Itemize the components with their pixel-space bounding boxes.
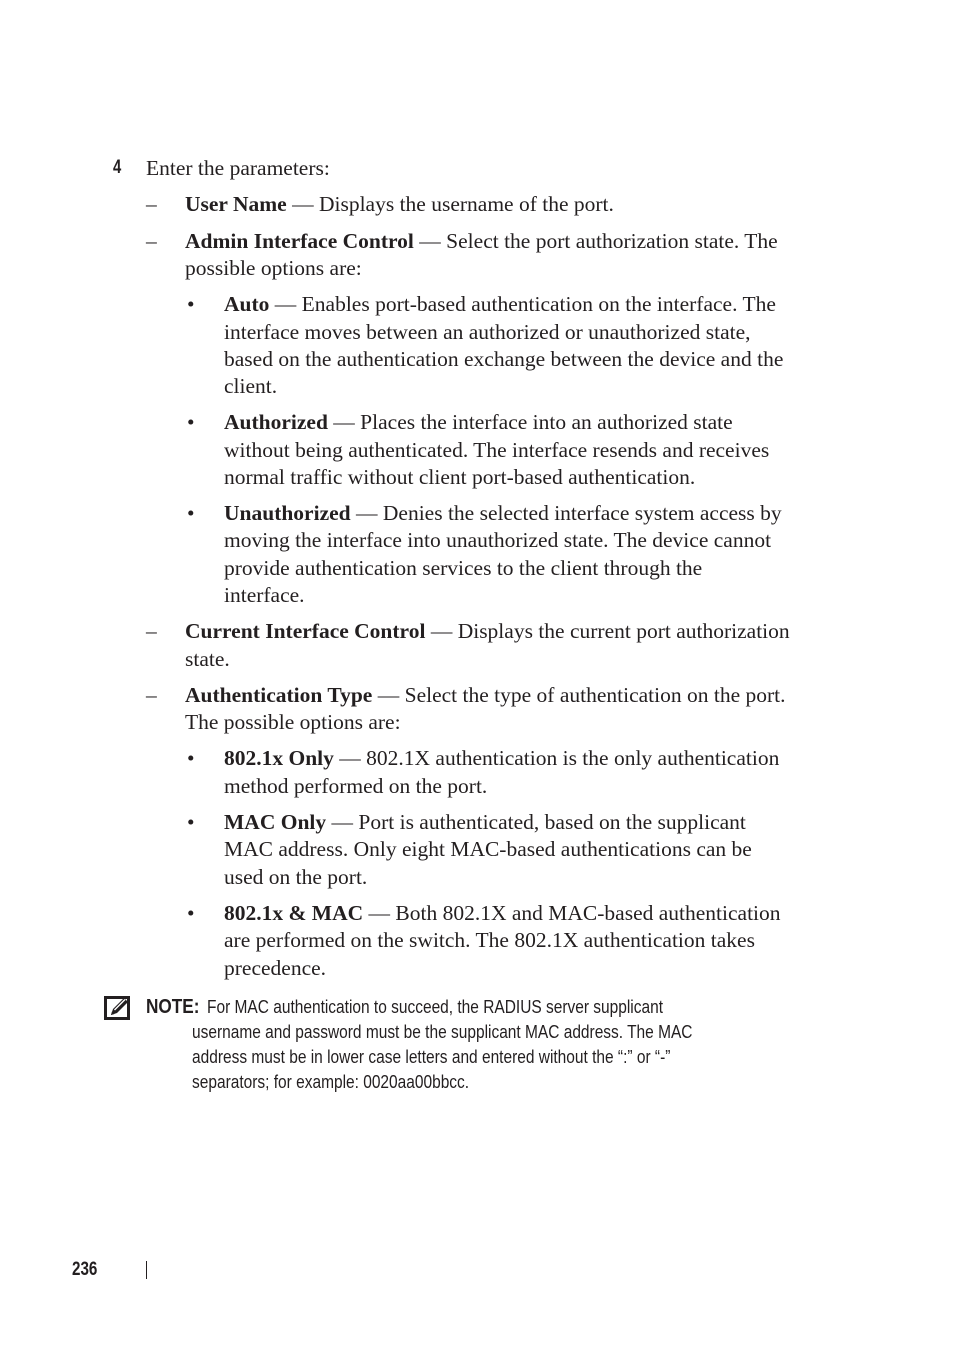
- option-line: interface moves between an authorized or unauthorized state,: [224, 320, 751, 344]
- option-8021x-only: [224, 748, 779, 770]
- item-line: The possible options are:: [185, 710, 401, 734]
- option-line: provide authentication services to the client through the: [224, 556, 703, 580]
- term-8021x-only: 802.1x Only: [224, 746, 334, 770]
- dash-marker: –: [146, 229, 157, 253]
- item-line: — Displays the current port authorization: [425, 619, 790, 643]
- item-user-name: [185, 194, 614, 216]
- option-line: are performed on the switch. The 802.1X authentication takes: [224, 928, 755, 952]
- option-line: without being authenticated. The interface resends and receives: [224, 438, 770, 462]
- note-line: username and password must be the supplicant MAC address. The MAC: [192, 1022, 693, 1042]
- step-text: Enter the parameters:: [146, 156, 330, 180]
- option-line: used on the port.: [224, 865, 368, 889]
- term-admin-interface-control: Admin Interface Control: [185, 229, 414, 253]
- term-user-name: User Name: [185, 192, 287, 216]
- item-line: possible options are:: [185, 256, 362, 280]
- bullet-marker: •: [187, 292, 195, 316]
- item-line: — Displays the username of the port.: [286, 192, 614, 216]
- item-authentication-type: [185, 685, 786, 707]
- option-line: — Enables port-based authentication on the interface. The: [269, 292, 776, 316]
- item-line: — Select the port authorization state. The: [413, 229, 778, 253]
- option-unauthorized: [224, 503, 782, 525]
- option-line: — Port is authenticated, based on the supplicant: [326, 810, 746, 834]
- bullet-marker: •: [187, 501, 195, 525]
- footer-separator: [146, 1261, 147, 1279]
- note-line: For MAC authentication to succeed, the RADIUS server supplicant: [207, 997, 664, 1017]
- item-line: — Select the type of authentication on the port.: [372, 683, 786, 707]
- bullet-marker: •: [187, 410, 195, 434]
- term-current-interface-control: Current Interface Control: [185, 619, 426, 643]
- bullet-marker: •: [187, 810, 195, 834]
- step-number: 4: [113, 157, 122, 178]
- term-8021x-and-mac: 802.1x & MAC: [224, 901, 364, 925]
- item-admin-interface-control: [185, 231, 778, 253]
- option-mac-only: [224, 812, 746, 834]
- term-authorized: Authorized: [224, 410, 328, 434]
- term-mac-only: MAC Only: [224, 810, 327, 834]
- note-line: address must be in lower case letters and entered without the “:” or “-”: [192, 1047, 671, 1067]
- option-line: normal traffic without client port-based authentication.: [224, 465, 696, 489]
- option-line: moving the interface into unauthorized state. The device cannot: [224, 528, 772, 552]
- option-authorized: [224, 412, 733, 434]
- note-pencil-icon: [103, 995, 131, 1021]
- option-line: — 802.1X authentication is the only authentication: [333, 746, 780, 770]
- option-line: — Both 802.1X and MAC-based authentication: [363, 901, 781, 925]
- bullet-marker: •: [187, 901, 195, 925]
- option-auto: [224, 294, 776, 316]
- note-first-line: [146, 997, 208, 1017]
- term-unauthorized: Unauthorized: [224, 501, 351, 525]
- option-line: — Places the interface into an authorized state: [327, 410, 733, 434]
- dash-marker: –: [146, 192, 157, 216]
- option-line: method performed on the port.: [224, 774, 488, 798]
- option-line: — Denies the selected interface system access by: [350, 501, 782, 525]
- dash-marker: –: [146, 619, 157, 643]
- note-line: separators; for example: 0020aa00bbcc.: [192, 1072, 470, 1092]
- item-line: state.: [185, 647, 230, 671]
- dash-marker: –: [146, 683, 157, 707]
- option-line: client.: [224, 374, 278, 398]
- item-current-interface-control: [185, 621, 790, 643]
- note-label: NOTE:: [146, 996, 200, 1018]
- bullet-marker: •: [187, 746, 195, 770]
- option-line: based on the authentication exchange between the device and the: [224, 347, 784, 371]
- term-authentication-type: Authentication Type: [185, 683, 373, 707]
- option-line: precedence.: [224, 956, 327, 980]
- option-line: interface.: [224, 583, 305, 607]
- option-8021x-and-mac: [224, 903, 781, 925]
- term-auto: Auto: [224, 292, 270, 316]
- page-number: 236: [72, 1259, 98, 1280]
- option-line: MAC address. Only eight MAC-based authentications can be: [224, 837, 752, 861]
